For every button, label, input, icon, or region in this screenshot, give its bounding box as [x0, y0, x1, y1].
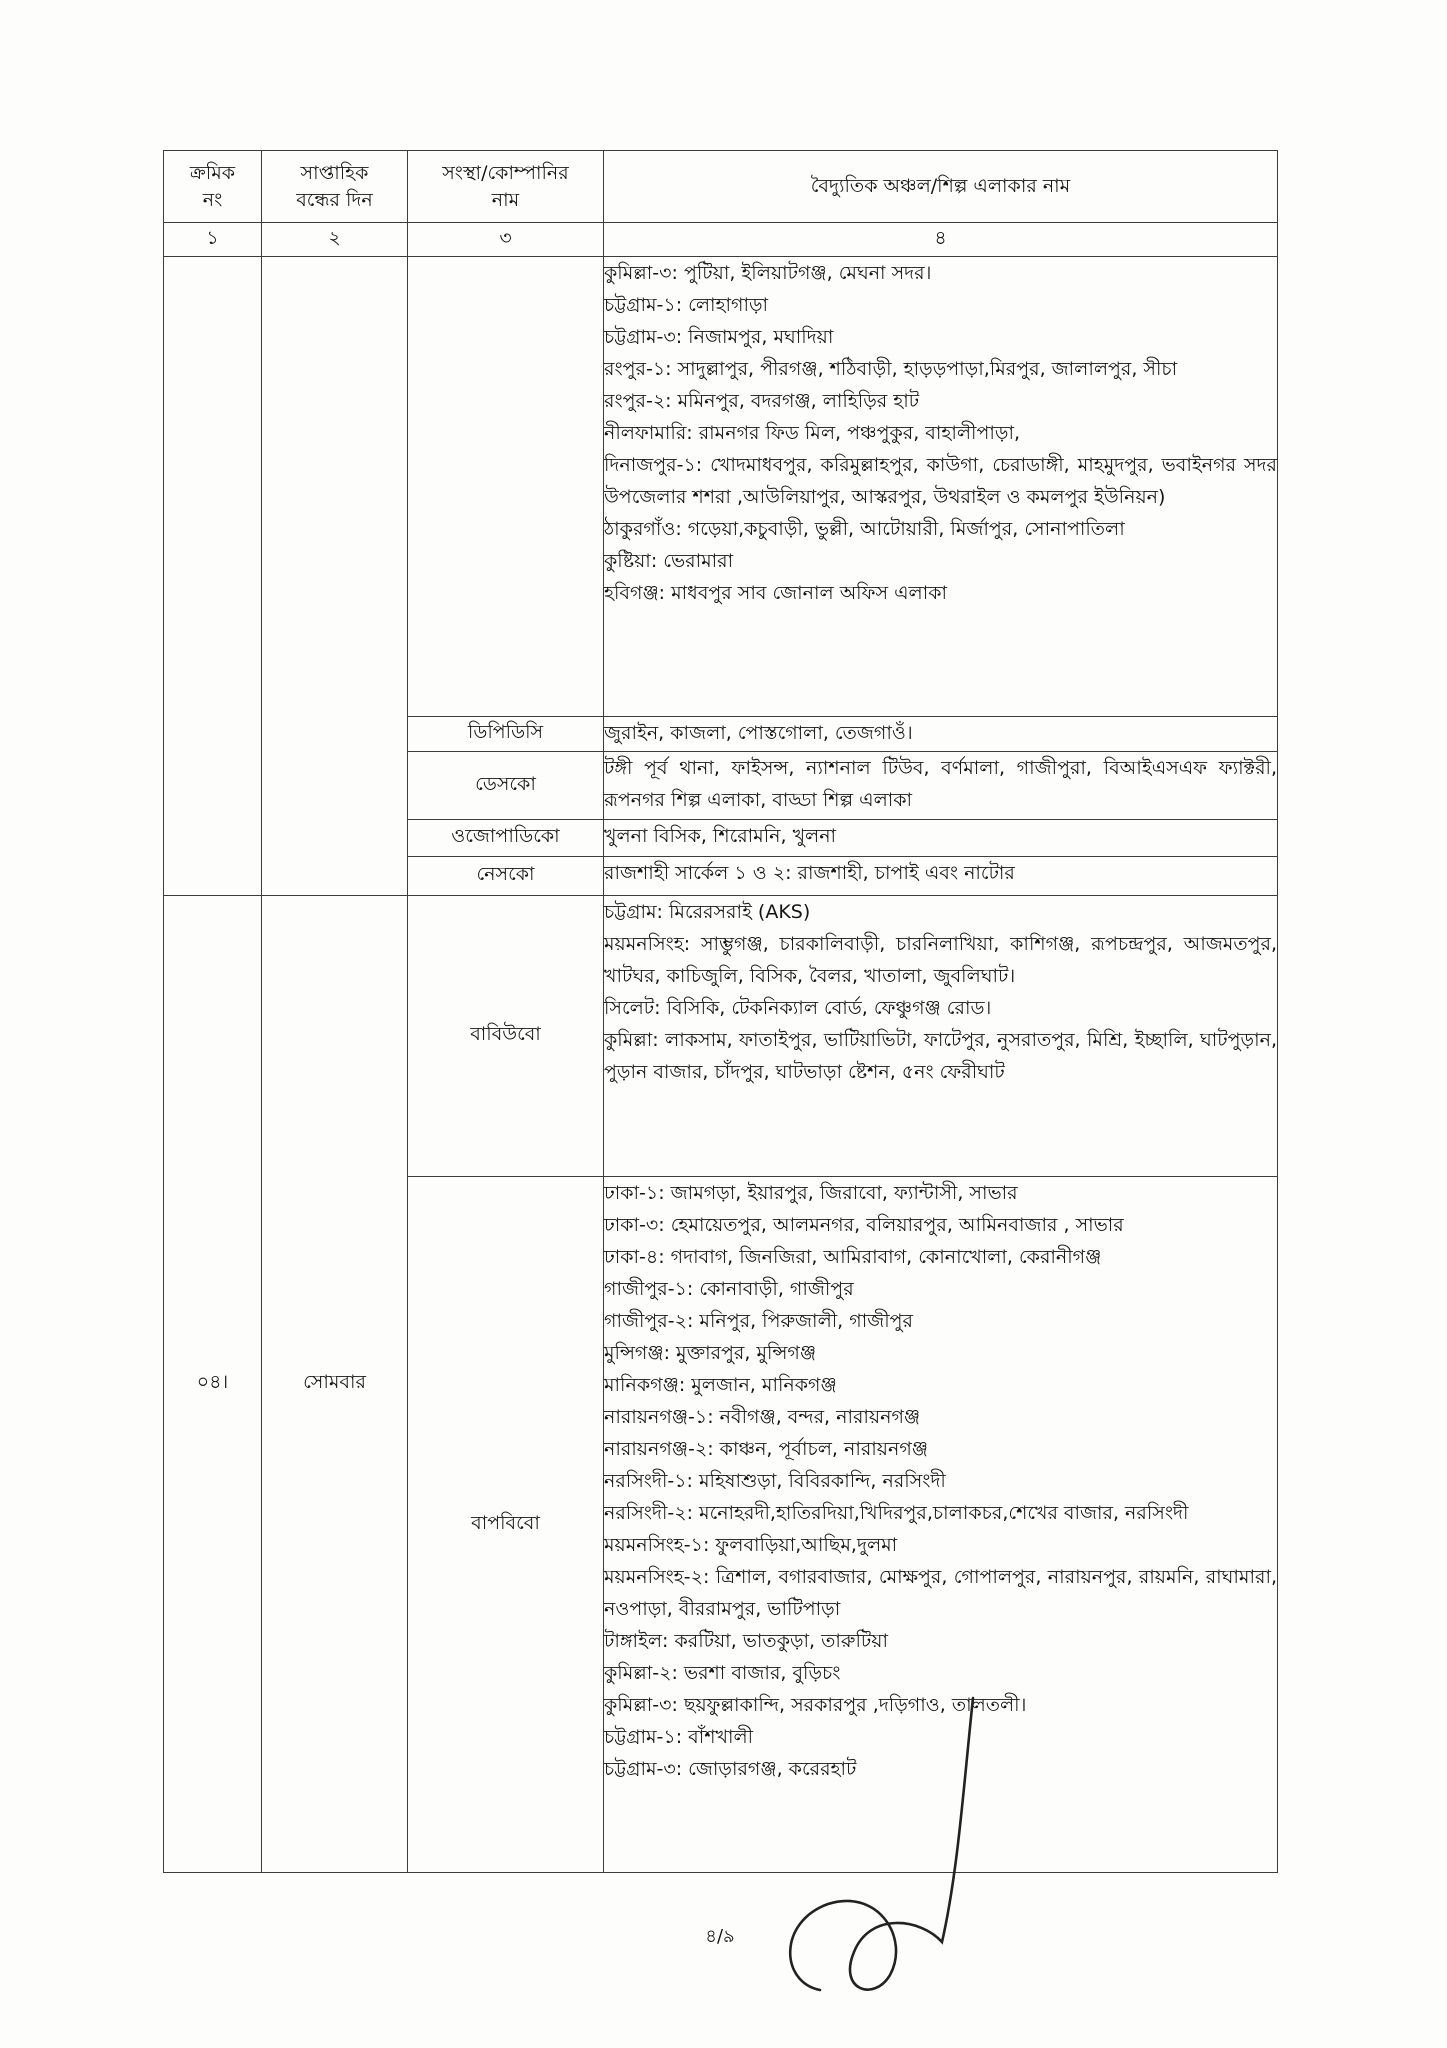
org-cell: বাপবিবো	[408, 1177, 604, 1873]
area-entry: নারায়নগঞ্জ-১: নবীগঞ্জ, বন্দর, নারায়নগঞ্জ	[604, 1406, 921, 1428]
area-entry: চট্টগ্রাম-৩: জোড়ারগঞ্জ, করেরহাট	[604, 1758, 857, 1780]
org-cell	[408, 257, 604, 717]
header-line: বন্ধের দিন	[296, 188, 373, 211]
areas-cell	[604, 820, 1278, 857]
header-line: ক্রমিক	[189, 161, 236, 184]
areas-cell	[604, 896, 1278, 1177]
area-entry: গাজীপুর-১: কোনাবাড়ী, গাজীপুর	[604, 1278, 854, 1300]
area-entry: নীলফামারি: রামনগর ফিড মিল, পঞ্চপুকুর, বাহালীপাড়া,	[604, 422, 1020, 444]
column-number: ৩	[408, 223, 604, 257]
header-organization	[408, 151, 604, 223]
area-entry: খুলনা বিসিক, শিরোমনি, খুলনা	[604, 825, 837, 847]
header-weekly-off-day	[262, 151, 408, 223]
area-entry: নরসিংদী-১: মহিষাশুড়া, বিবিরকান্দি, নরসিংদী	[604, 1470, 946, 1492]
area-entry: নরসিংদী-২: মনোহরদী,হাতিরদিয়া,খিদিরপুর,চালাকচর,শেখের বাজার, নরসিংদী	[604, 1502, 1189, 1524]
org-cell: নেসকো	[408, 857, 604, 896]
area-entry: চট্টগ্রাম-৩: নিজামপুর, মঘাদিয়া	[604, 326, 834, 348]
column-number: ২	[262, 223, 408, 257]
serial-cell	[164, 257, 262, 896]
org-cell: ওজোপাডিকো	[408, 820, 604, 857]
area-entry: কুমিল্লা-৩: ছয়ফুল্লাকান্দি, সরকারপুর ,দড়িগাও, তালতলী।	[604, 1694, 1027, 1716]
area-entry: চট্টগ্রাম-১: লোহাগাড়া	[604, 294, 769, 316]
area-entry: দিনাজপুর-১: খোদমাধবপুর, করিমুল্লাহপুর, কাউগা, চেরাডাঙ্গী, মাহমুদপুর, ভবাইনগর সদর উপজেলার শশরা ,আউলিয়াপুর, আস্করপুর, উথরাইল ও কমলপুর ইউনিয়ন)	[604, 454, 1277, 508]
org-cell: বাবিউবো	[408, 896, 604, 1177]
area-entry: জুরাইন, কাজলা, পোস্তগোলা, তেজগাওঁ।	[604, 722, 913, 744]
header-line: নং	[202, 188, 223, 211]
org-cell: ডেসকো	[408, 752, 604, 820]
page-number: ৪/৯	[705, 1926, 735, 1947]
area-entry: ঢাকা-৩: হেমায়েতপুর, আলমনগর, বলিয়ারপুর, আমিনবাজার , সাভার	[604, 1214, 1124, 1236]
areas-cell	[604, 717, 1278, 752]
area-entry: চট্টগ্রাম: মিরেরসরাই (AKS)	[604, 901, 811, 923]
area-entry: চট্টগ্রাম-১: বাঁশখালী	[604, 1726, 754, 1748]
header-line: সংস্থা/কোম্পানির	[442, 161, 569, 184]
area-entry: ঢাকা-৪: গদাবাগ, জিনজিরা, আমিরাবাগ, কোনাখোলা, কেরানীগঞ্জ	[604, 1246, 1102, 1268]
header-row	[164, 151, 1278, 223]
header-area-names	[604, 151, 1278, 223]
load-shedding-schedule-table	[163, 150, 1278, 1873]
area-entry: মানিকগঞ্জ: মুলজান, মানিকগঞ্জ	[604, 1374, 837, 1396]
header-line: বৈদ্যুতিক অঞ্চল/শিল্প এলাকার নাম	[810, 175, 1071, 197]
day-cell	[262, 257, 408, 896]
area-entry: কুমিল্লা-৩: পুটিয়া, ইলিয়াটগঞ্জ, মেঘনা সদর।	[604, 262, 932, 284]
header-line: নাম	[491, 188, 520, 211]
area-entry: ময়মনসিংহ-১: ফুলবাড়িয়া,আছিম,দুলমা	[604, 1534, 898, 1556]
serial-cell: ০৪।	[164, 896, 262, 1873]
areas-cell	[604, 752, 1278, 820]
area-entry: সিলেট: বিসিকি, টেকনিক্যাল বোর্ড, ফেঞ্চুগঞ্জ রোড।	[604, 997, 992, 1019]
area-entry: গাজীপুর-২: মনিপুর, পিরুজালী, গাজীপুর	[604, 1310, 913, 1332]
area-entry: টঙ্গী পূর্ব থানা, ফাইসন্স, ন্যাশনাল টিউব, বর্ণমালা, গাজীপুরা, বিআইএসএফ ফ্যাক্টরী, রূপনগর শিল্প এলাকা, বাড্ডা শিল্প এলাকা	[604, 757, 1277, 811]
area-entry: হবিগঞ্জ: মাধবপুর সাব জোনাল অফিস এলাকা	[604, 582, 948, 604]
areas-cell	[604, 857, 1278, 896]
area-entry: টাঙ্গাইল: করটিয়া, ভাতকুড়া, তারুটিয়া	[604, 1630, 888, 1652]
area-entry: ময়মনসিংহ: সাম্ভুগঞ্জ, চারকালিবাড়ী, চারনিলাখিয়া, কাশিগঞ্জ, রূপচন্দ্রপুর, আজমতপুর, খাটঘর, কাচিজুলি, বিসিক, বৈলর, খাতালা, জুবলিঘাট।	[604, 933, 1277, 987]
area-entry: কুমিল্লা: লাকসাম, ফাতাইপুর, ভাটিয়াভিটা, ফাটেপুর, নুসরাতপুর, মিশ্রি, ইচ্ছালি, ঘাটপুড়ান, পুড়ান বাজার, চাঁদপুর, ঘাটভাড়া ষ্টেশন, ৫নং ফেরীঘাট	[604, 1029, 1277, 1083]
area-entry: ঠাকুরগাঁও: গড়েয়া,কচুবাড়ী, ভুল্লী, আটোয়ারী, মির্জাপুর, সোনাপাতিলা	[604, 518, 1125, 540]
area-entry: রাজশাহী সার্কেল ১ ও ২: রাজশাহী, চাপাই এবং নাটোর	[604, 862, 1015, 884]
area-entry: কুষ্টিয়া: ভেরামারা	[604, 550, 734, 572]
header-serial	[164, 151, 262, 223]
table-row	[164, 896, 1278, 1177]
column-number: ১	[164, 223, 262, 257]
area-entry: মুন্সিগঞ্জ: মুক্তারপুর, মুন্সিগঞ্জ	[604, 1342, 817, 1364]
table-row	[164, 257, 1278, 717]
area-entry: রংপুর-২: মমিনপুর, বদরগঞ্জ, লাহিড়ির হাট	[604, 390, 920, 412]
column-number: ৪	[604, 223, 1278, 257]
org-cell: ডিপিডিসি	[408, 717, 604, 752]
day-cell: সোমবার	[262, 896, 408, 1873]
area-entry: নারায়নগঞ্জ-২: কাঞ্চন, পূর্বাচল, নারায়নগঞ্জ	[604, 1438, 929, 1460]
area-entry: রংপুর-১: সাদুল্লাপুর, পীরগঞ্জ, শঠিবাড়ী, হাড়ড়পাড়া,মিরপুর, জালালপুর, সীচা	[604, 358, 1178, 380]
area-entry: ময়মনসিংহ-২: ত্রিশাল, বগারবাজার, মোক্ষপুর, গোপালপুর, নারায়নপুর, রায়মনি, রাঘামারা, নওপাড়া, বীররামপুর, ভাটিপাড়া	[604, 1566, 1277, 1620]
areas-cell	[604, 257, 1278, 717]
column-number-row	[164, 223, 1278, 257]
header-line: সাপ্তাহিক	[300, 161, 369, 184]
area-entry: কুমিল্লা-২: ভরশা বাজার, বুড়িচং	[604, 1662, 841, 1684]
area-entry: ঢাকা-১: জামগড়া, ইয়ারপুর, জিরাবো, ফ্যান্টাসী, সাভার	[604, 1182, 1018, 1204]
areas-cell	[604, 1177, 1278, 1873]
